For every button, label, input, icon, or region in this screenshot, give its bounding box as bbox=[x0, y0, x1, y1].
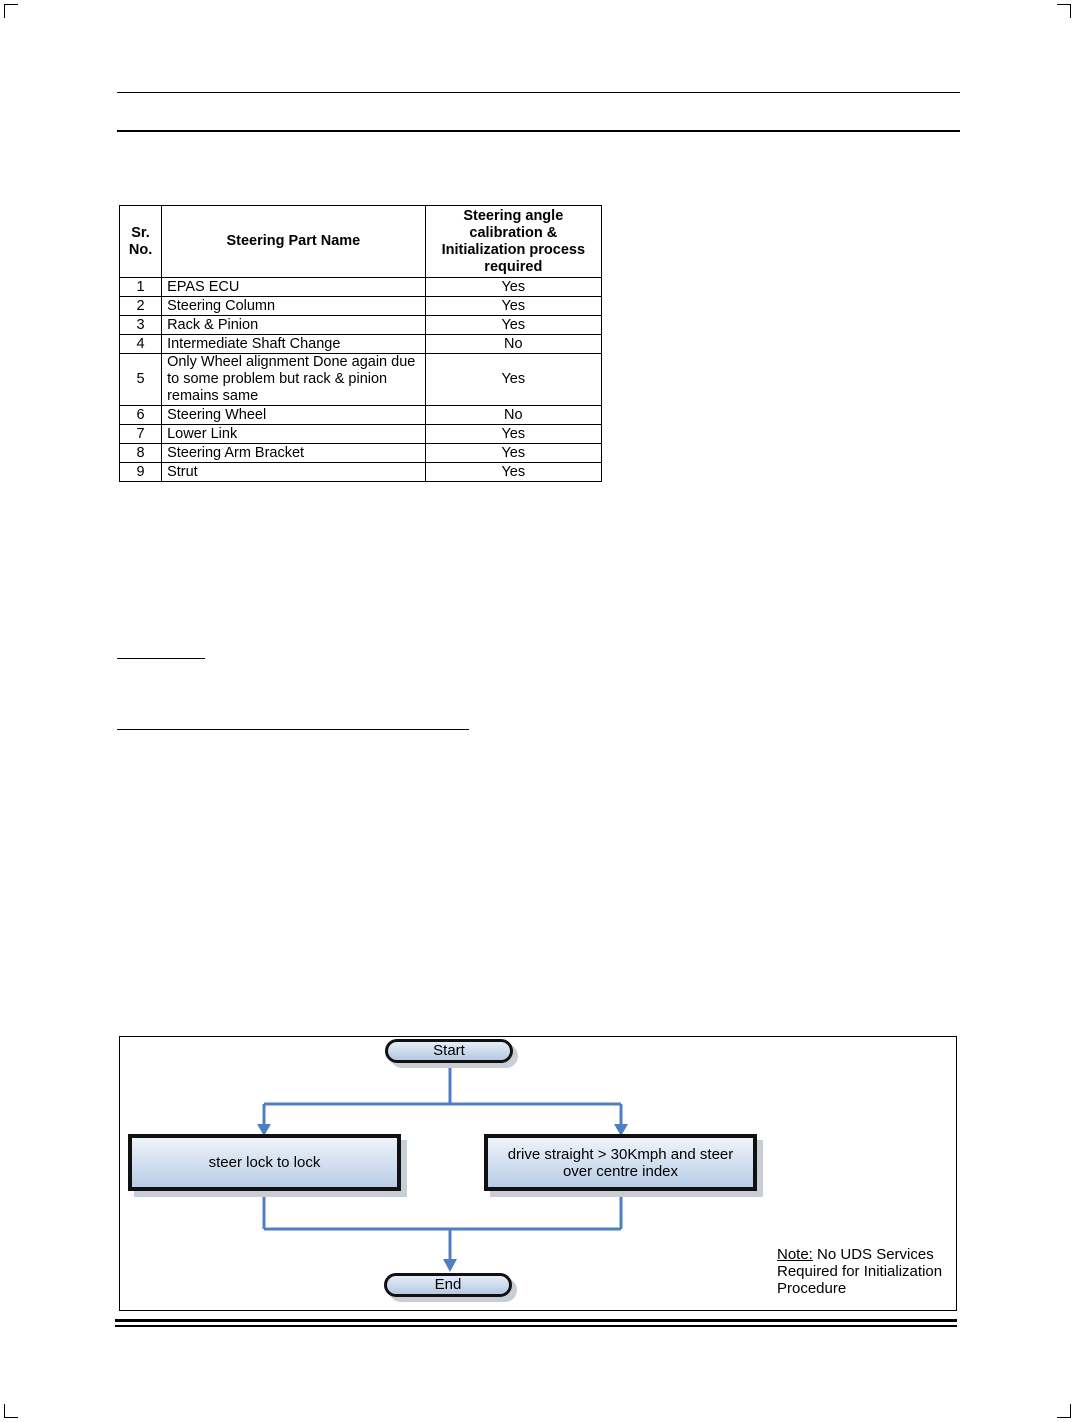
header-rule-top bbox=[117, 92, 960, 93]
row-required: Yes bbox=[425, 316, 601, 335]
row-part-name: Only Wheel alignment Done again due to some problem but rack & pinion remains same bbox=[162, 354, 426, 406]
header-calibration-required: Steering angle calibration & Initialization process required bbox=[425, 206, 601, 278]
row-required: No bbox=[425, 406, 601, 425]
row-required: Yes bbox=[425, 354, 601, 406]
row-number: 2 bbox=[120, 297, 162, 316]
table-row bbox=[120, 354, 602, 406]
flow-start-terminal bbox=[385, 1039, 513, 1063]
table-row bbox=[120, 316, 602, 335]
footer-rule-thin bbox=[115, 1325, 957, 1327]
row-part-name: Steering Wheel bbox=[162, 406, 426, 425]
table-row bbox=[120, 425, 602, 444]
row-required: Yes bbox=[425, 444, 601, 463]
note-label: Note: bbox=[777, 1246, 813, 1263]
table-row bbox=[120, 278, 602, 297]
row-number: 7 bbox=[120, 425, 162, 444]
arrow-head-end bbox=[443, 1259, 457, 1272]
row-part-name: Intermediate Shaft Change bbox=[162, 335, 426, 354]
flow-end-label: End bbox=[434, 1276, 462, 1293]
initialization-flowchart bbox=[119, 1036, 957, 1311]
flow-step-right-label: drive straight > 30Kmph and steer over centre index bbox=[507, 1145, 734, 1180]
row-part-name: Steering Column bbox=[162, 297, 426, 316]
flow-step-left-label: steer lock to lock bbox=[208, 1154, 321, 1171]
flow-step-right bbox=[484, 1134, 757, 1191]
table-row bbox=[120, 406, 602, 425]
table-row bbox=[120, 335, 602, 354]
crop-mark-bottom-right bbox=[1057, 1404, 1071, 1418]
heading-underline-short bbox=[117, 658, 205, 659]
crop-mark-top-left bbox=[4, 4, 18, 18]
table-header-row bbox=[120, 206, 602, 278]
header-rule-bottom bbox=[117, 130, 960, 132]
row-number: 5 bbox=[120, 354, 162, 406]
table-row bbox=[120, 463, 602, 482]
row-number: 3 bbox=[120, 316, 162, 335]
row-part-name: EPAS ECU bbox=[162, 278, 426, 297]
row-required: Yes bbox=[425, 278, 601, 297]
row-required: Yes bbox=[425, 297, 601, 316]
flow-end-terminal bbox=[384, 1273, 512, 1297]
row-number: 1 bbox=[120, 278, 162, 297]
flow-note bbox=[777, 1246, 942, 1297]
crop-mark-top-right bbox=[1057, 4, 1071, 18]
heading-underline-long bbox=[117, 729, 469, 730]
row-required: Yes bbox=[425, 425, 601, 444]
row-required: No bbox=[425, 335, 601, 354]
table-row bbox=[120, 444, 602, 463]
crop-mark-bottom-left bbox=[4, 1404, 18, 1418]
row-part-name: Steering Arm Bracket bbox=[162, 444, 426, 463]
note-text: No UDS Services Required for Initialization Procedure bbox=[777, 1246, 943, 1297]
row-number: 4 bbox=[120, 335, 162, 354]
row-required: Yes bbox=[425, 463, 601, 482]
row-number: 9 bbox=[120, 463, 162, 482]
row-number: 6 bbox=[120, 406, 162, 425]
steering-parts-table bbox=[119, 205, 602, 482]
row-part-name: Rack & Pinion bbox=[162, 316, 426, 335]
row-part-name: Strut bbox=[162, 463, 426, 482]
flow-step-left bbox=[128, 1134, 401, 1191]
flow-start-label: Start bbox=[433, 1042, 465, 1059]
table-row bbox=[120, 297, 602, 316]
row-number: 8 bbox=[120, 444, 162, 463]
row-part-name: Lower Link bbox=[162, 425, 426, 444]
footer-rule-thick bbox=[115, 1319, 957, 1322]
header-sr-no: Sr. No. bbox=[120, 206, 162, 278]
header-part-name: Steering Part Name bbox=[162, 206, 426, 278]
